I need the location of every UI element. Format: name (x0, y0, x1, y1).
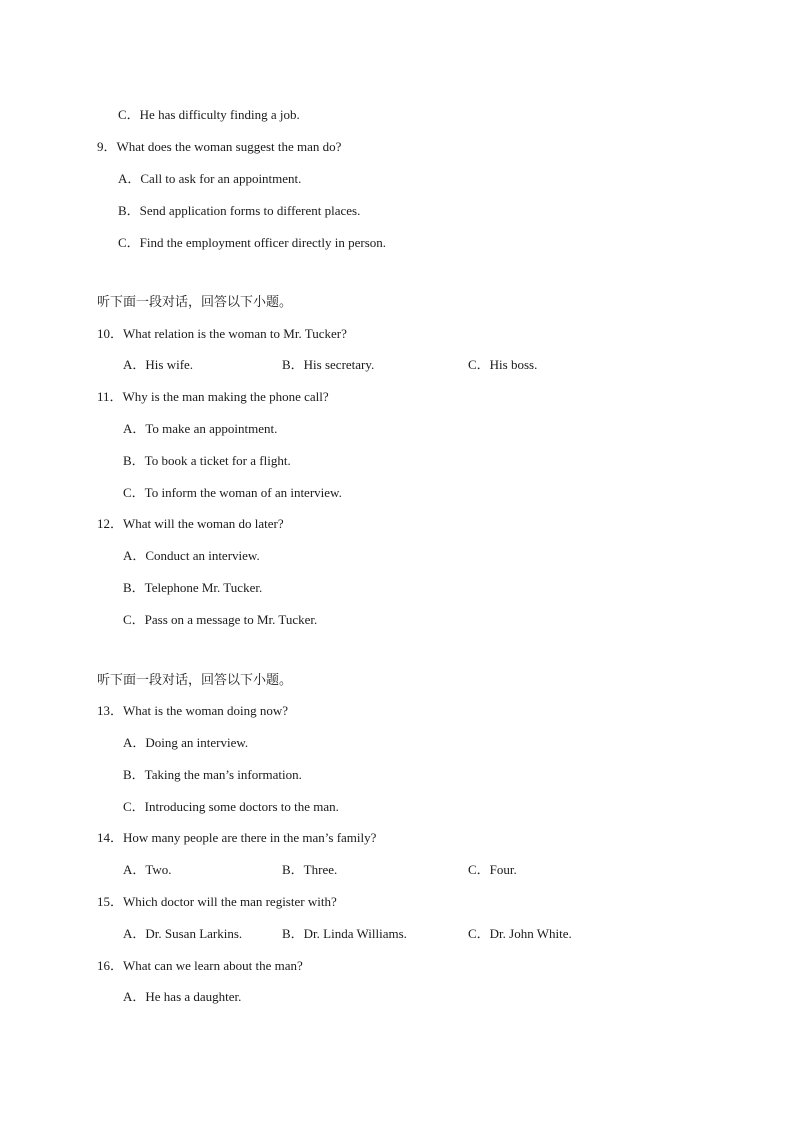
q13-option-c: C．Introducing some doctors to the man. (123, 799, 339, 814)
q15-option-b: B．Dr. Linda Williams. (282, 926, 407, 941)
q16-question: 16．What can we learn about the man? (97, 958, 303, 973)
q11-option-b: B．To book a ticket for a flight. (123, 453, 291, 468)
q14-option-b: B．Three. (282, 862, 338, 877)
q10-question: 10．What relation is the woman to Mr. Tucker? (97, 326, 347, 341)
q15-question: 15．Which doctor will the man register with? (97, 894, 337, 909)
q13-question: 13．What is the woman doing now? (97, 703, 288, 718)
q12-option-a: A．Conduct an interview. (123, 548, 260, 563)
q15-option-c: C．Dr. John White. (468, 926, 572, 941)
q9-option-b: B．Send application forms to different places. (118, 203, 361, 218)
section-heading-1: 听下面一段对话，回答以下小题。 (97, 294, 293, 309)
q12-option-c: C．Pass on a message to Mr. Tucker. (123, 612, 318, 627)
q11-question: 11．Why is the man making the phone call? (97, 389, 329, 404)
q8-option-c: C．He has difficulty finding a job. (118, 107, 300, 122)
q11-option-c: C．To inform the woman of an interview. (123, 485, 342, 500)
q16-option-a: A．He has a daughter. (123, 989, 242, 1004)
q9-option-a: A．Call to ask for an appointment. (118, 171, 302, 186)
q12-question: 12．What will the woman do later? (97, 516, 284, 531)
q14-question: 14．How many people are there in the man’s family? (97, 830, 377, 845)
q9-option-c: C．Find the employment officer directly in person. (118, 235, 387, 250)
q14-option-a: A．Two. (123, 862, 172, 877)
q10-option-b: B．His secretary. (282, 357, 375, 372)
q9-question: 9．What does the woman suggest the man do? (97, 139, 342, 154)
q13-option-b: B．Taking the man’s information. (123, 767, 302, 782)
q11-option-a: A．To make an appointment. (123, 421, 278, 436)
section-heading-2: 听下面一段对话，回答以下小题。 (97, 672, 293, 687)
q15-option-a: A．Dr. Susan Larkins. (123, 926, 243, 941)
q12-option-b: B．Telephone Mr. Tucker. (123, 580, 263, 595)
q13-option-a: A．Doing an interview. (123, 735, 249, 750)
q14-option-c: C．Four. (468, 862, 517, 877)
q10-option-a: A．His wife. (123, 357, 194, 372)
q10-option-c: C．His boss. (468, 357, 538, 372)
